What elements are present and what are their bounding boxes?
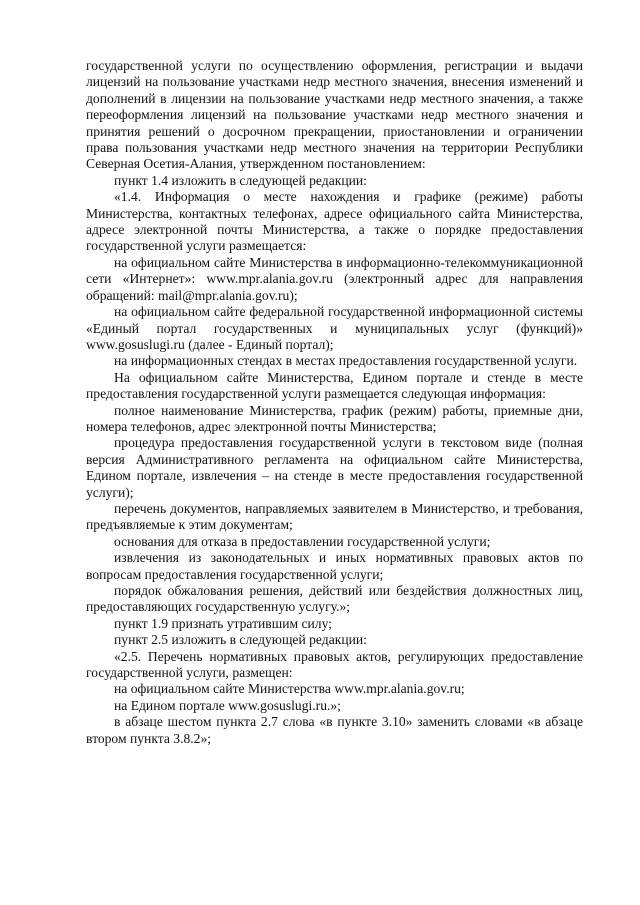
paragraph-legal-extracts: извлечения из законодательных и иных нормативных правовых актов по вопросам предоставления государственной услуги; — [86, 550, 583, 582]
paragraph-procedure: процедура предоставления государственной услуги в текстовом виде (полная версия Административного регламента на официальном сайте Министерства, Едином портале, извлечения – на стенде в месте предоставления государственной услуги); — [86, 435, 583, 500]
paragraph-info-placed: На официальном сайте Министерства, Едином портале и стенде в месте предоставления государственной услуги размещается следующая информация: — [86, 369, 583, 402]
paragraph-2-5-text: «2.5. Перечень нормативных правовых актов, регулирующих предоставление государственной услуги, размещен: — [86, 648, 583, 681]
paragraph-full-name: полное наименование Министерства, график (режим) работы, приемные дни, номера телефонов, адрес электронной почты Министерства; — [86, 402, 583, 434]
paragraph-intro: государственной услуги по осуществлению оформления, регистрации и выдачи лицензий на пользование участками недр местного значения, внесения изменений и дополнений в лицензии на пользование участками недр местного значения, а также переоформления лицензий на пользование участками недр местного значения и принятия решений о досрочном прекращении, приостановлении и ограничении права пользования участками недр местного значения на территории Республики Северная Осетия-Алания, утвержденном постановлением: — [86, 58, 583, 172]
paragraph-1-4-text: «1.4. Информация о месте нахождения и графике (режиме) работы Министерства, контактных телефонах, адресе официального сайта Министерства, адресе электронной почты Министерства, а также о порядке предоставления государственной услуги размещается: — [86, 189, 583, 254]
paragraph-item-1-4: пункт 1.4 изложить в следующей редакции: — [114, 172, 367, 188]
paragraph-info-stands: на информационных стендах в местах предоставления государственной услуги. — [114, 353, 578, 369]
paragraph-documents-list: перечень документов, направляемых заявителем в Министерство, и требования, предъявляемые к этим документам; — [86, 500, 583, 533]
paragraph-refusal-grounds: основания для отказа в предоставлении государственной услуги; — [114, 533, 491, 549]
paragraph-item-1-9: пункт 1.9 признать утратившим силу; — [114, 615, 332, 631]
paragraph-ministry-site: на официальном сайте Министерства в информационно-телекоммуникационной сети «Интернет»: www.mpr.alania.gov.ru (электронный адрес для направления обращений: mail@mpr.alania.gov.ru); — [86, 254, 583, 303]
paragraph-2-5-site: на официальном сайте Министерства www.mpr.alania.gov.ru; — [114, 681, 465, 697]
paragraph-item-2-5: пункт 2.5 изложить в следующей редакции: — [114, 632, 367, 648]
paragraph-appeal-order: порядок обжалования решения, действий или бездействия должностных лиц, предоставляющих государственную услугу.»; — [86, 583, 583, 615]
paragraph-item-2-7: в абзаце шестом пункта 2.7 слова «в пункте 3.10» заменить словами «в абзаце втором пункта 3.8.2»; — [86, 714, 583, 746]
paragraph-federal-portal: на официальном сайте федеральной государственной информационной системы «Единый портал государственных и муниципальных услуг (функций)» www.gosuslugi.ru (далее - Единый портал); — [86, 304, 583, 352]
paragraph-2-5-portal: на Едином портале www.gosuslugi.ru.»; — [114, 697, 341, 713]
